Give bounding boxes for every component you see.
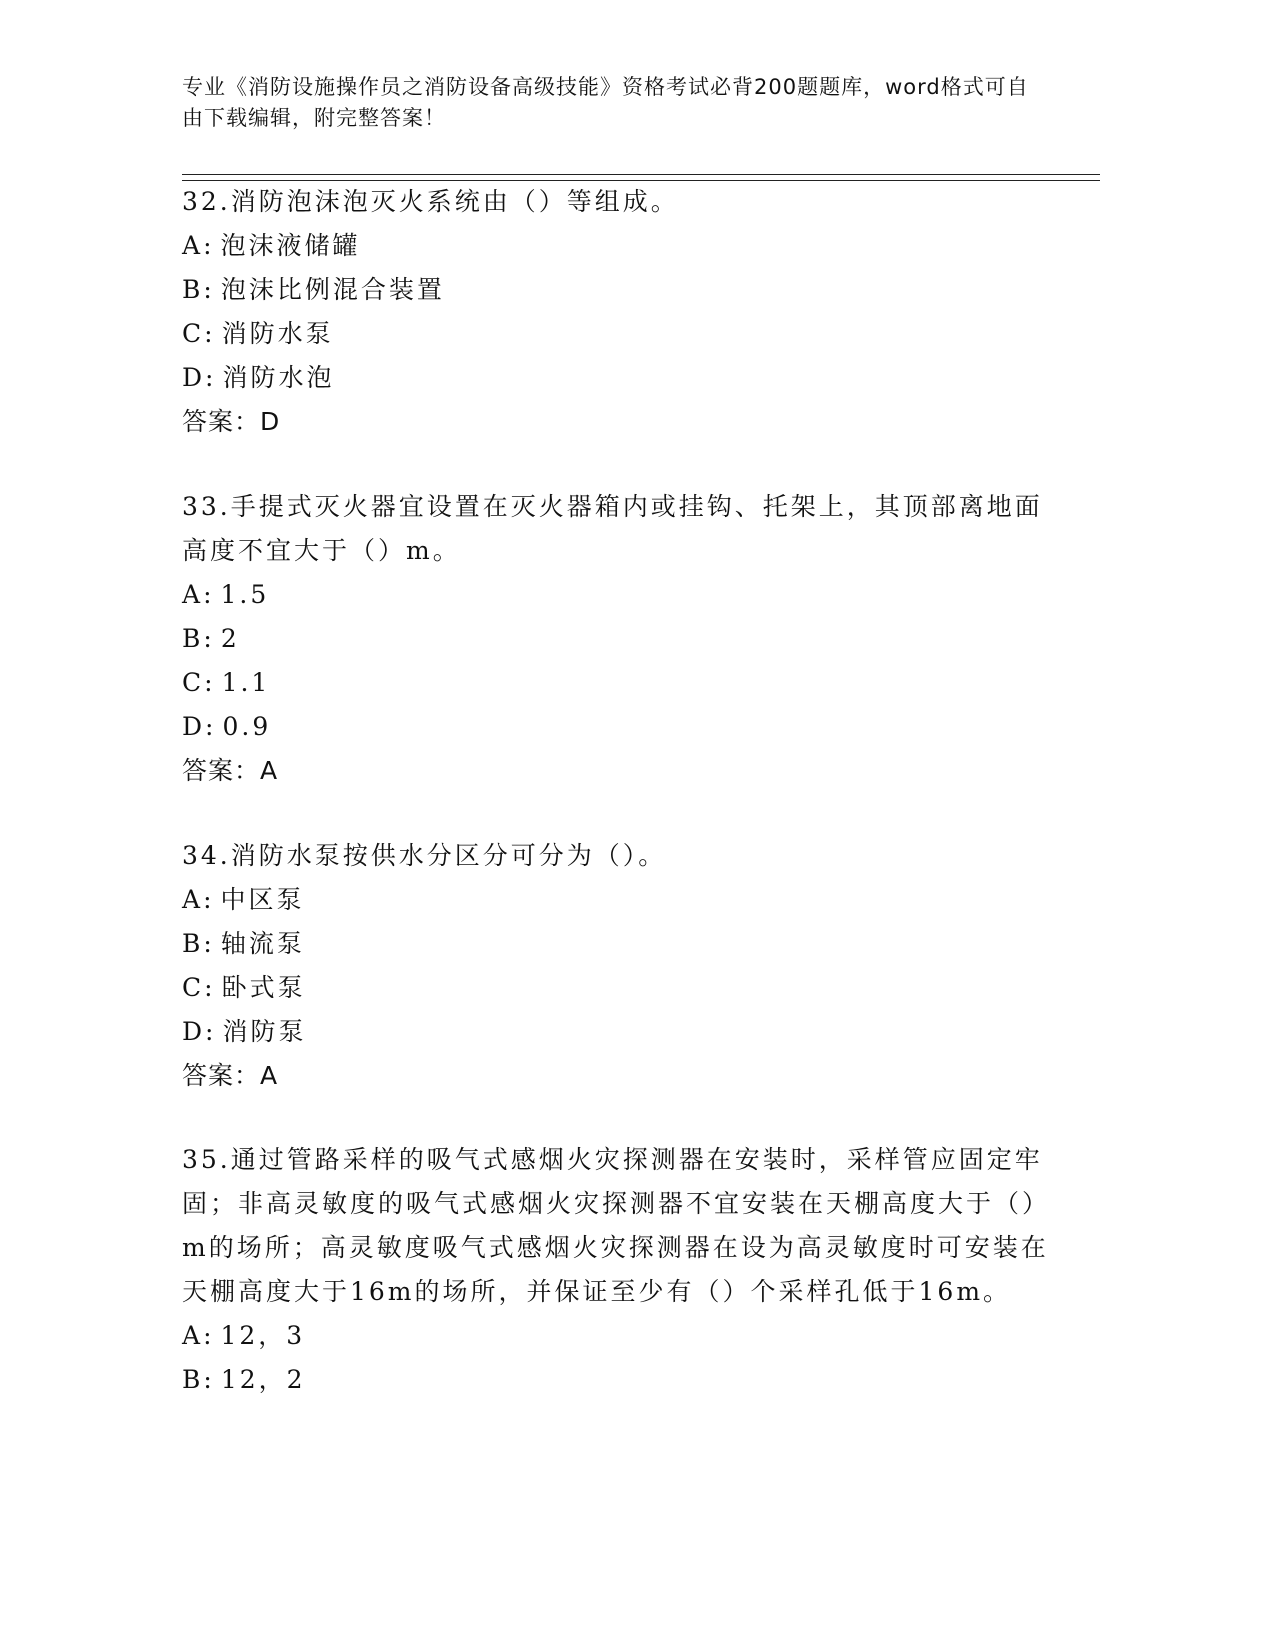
option-c: C: 消防水泵 xyxy=(182,319,334,348)
document-header xyxy=(182,72,1042,134)
option-a: A: 12，3 xyxy=(182,1321,306,1350)
answer: 答案：A xyxy=(182,1061,279,1090)
option-b: B: 2 xyxy=(182,624,240,653)
question-35 xyxy=(182,1138,1062,1402)
option-a: A: 中区泵 xyxy=(182,885,305,914)
header-text: 专业《消防设施操作员之消防设备高级技能》资格考试必背200题题库，word格式可自由下载编辑，附完整答案！ xyxy=(182,75,1029,130)
question-34 xyxy=(182,834,1062,1098)
question-32 xyxy=(182,180,1062,444)
option-c: C: 卧式泵 xyxy=(182,973,306,1002)
option-b: B: 12，2 xyxy=(182,1365,306,1394)
option-b: B: 泡沫比例混合装置 xyxy=(182,275,445,304)
question-33 xyxy=(182,485,1062,793)
question-stem: 33.手提式灭火器宜设置在灭火器箱内或挂钩、托架上，其顶部离地面高度不宜大于（）m。 xyxy=(182,492,1043,565)
question-stem: 34.消防水泵按供水分区分可分为（）。 xyxy=(182,841,667,870)
answer: 答案：A xyxy=(182,756,279,785)
option-a: A: 泡沫液储罐 xyxy=(182,231,361,260)
option-b: B: 轴流泵 xyxy=(182,929,305,958)
header-divider-top xyxy=(182,174,1100,175)
option-d: D: 消防水泡 xyxy=(182,363,335,392)
option-d: D: 消防泵 xyxy=(182,1017,307,1046)
option-a: A: 1.5 xyxy=(182,580,270,609)
question-stem: 35.通过管路采样的吸气式感烟火灾探测器在安装时，采样管应固定牢固；非高灵敏度的吸气式感烟火灾探测器不宜安装在天棚高度大于（）m的场所；高灵敏度吸气式感烟火灾探测器在设为高灵敏度时可安装在天棚高度大于16m的场所，并保证至少有（）个采样孔低于16m。 xyxy=(182,1145,1051,1306)
answer: 答案：D xyxy=(182,407,281,436)
question-stem: 32.消防泡沫泡灭火系统由（）等组成。 xyxy=(182,187,679,216)
option-d: D: 0.9 xyxy=(182,712,272,741)
option-c: C: 1.1 xyxy=(182,668,271,697)
